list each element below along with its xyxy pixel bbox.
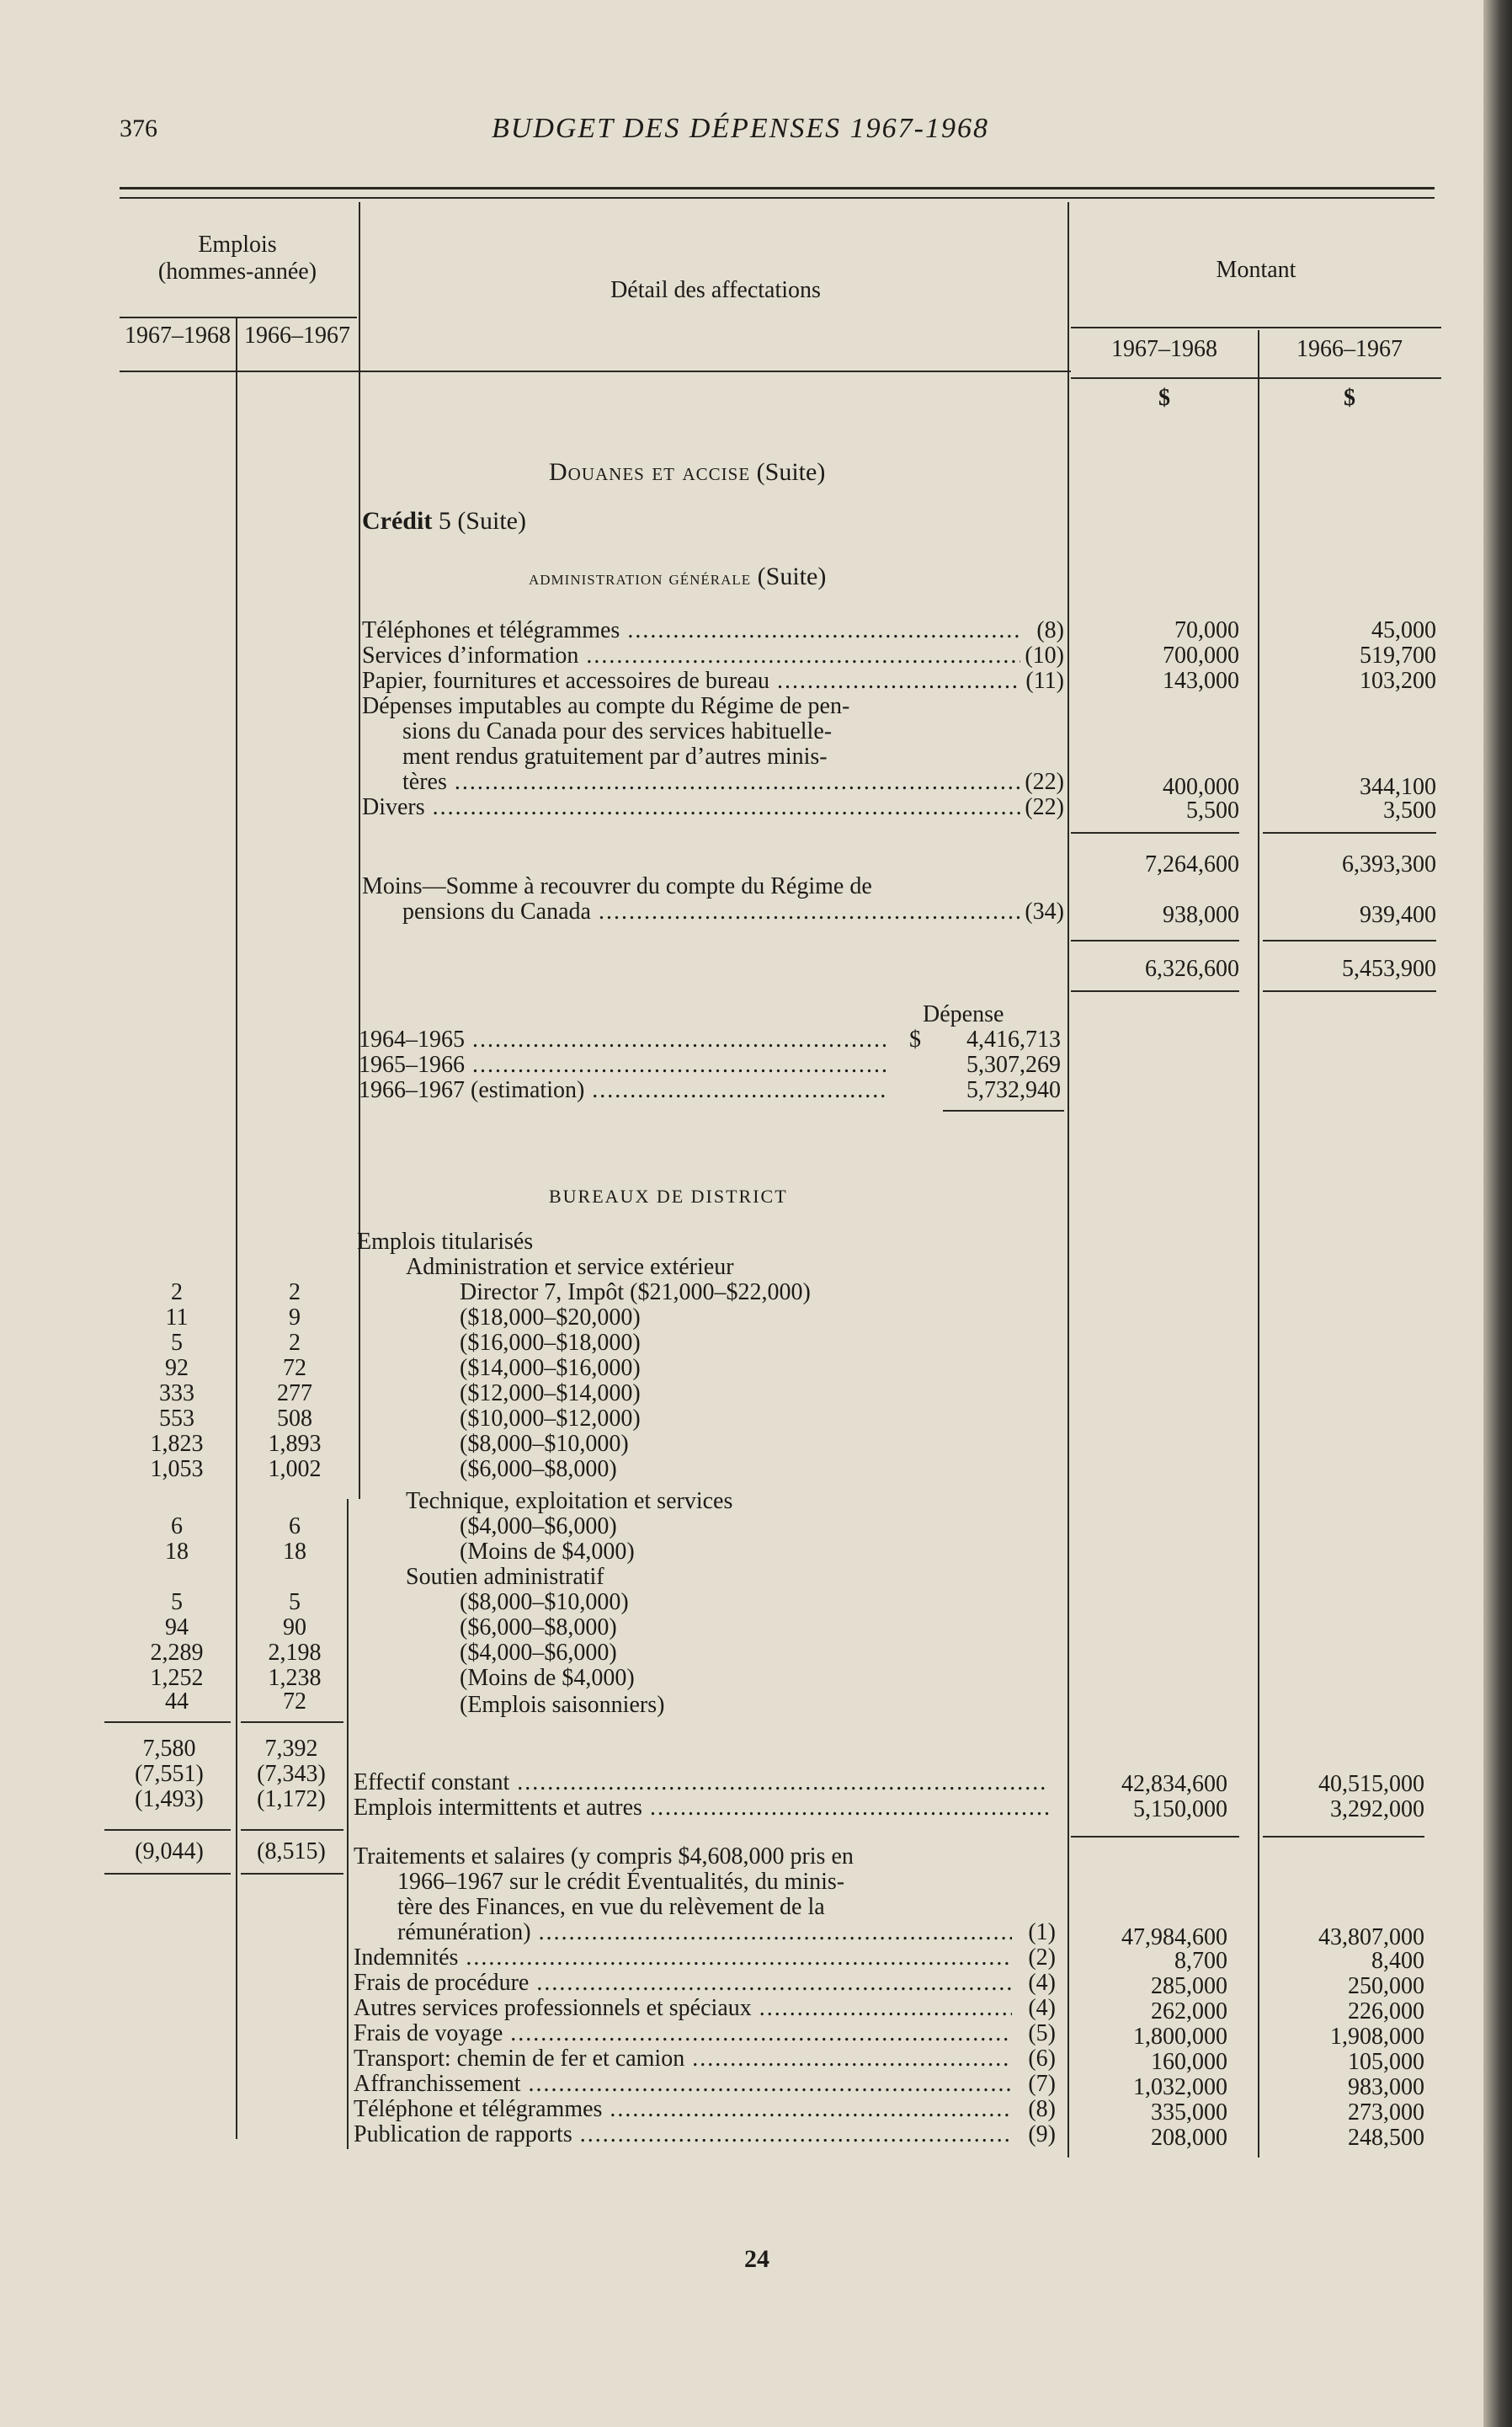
- footer-page-number: 24: [744, 2245, 769, 2273]
- heading-bottom-rule-left: [120, 371, 1071, 372]
- other-item-amount-b: 1,908,000: [1330, 2024, 1424, 2050]
- admin-item-label: sions du Canada pour des services habituelle-: [402, 718, 833, 744]
- net-bottom-rule-a: [1071, 990, 1239, 992]
- other-item-label: Téléphone et télégrammes .....: [354, 2097, 1012, 2122]
- traitements-ref: (1): [1028, 1919, 1056, 1945]
- emplois-row-count-a: 92: [165, 1355, 189, 1381]
- book-spine-shadow: [1483, 0, 1512, 2427]
- page-title: BUDGET DES DÉPENSES 1967-1968: [492, 113, 989, 144]
- net-total-a: 6,326,600: [1145, 956, 1239, 982]
- admin-item-ref: (8): [1036, 617, 1064, 643]
- traitements-rule-b: [241, 1829, 343, 1831]
- admin-item-ref: (22): [1025, 769, 1064, 795]
- depense-year: 1966–1967 (estimation) .....: [359, 1078, 887, 1103]
- admin-item-amount-a: 5,500: [1186, 797, 1239, 824]
- admin-item-label: Divers .....: [362, 795, 1020, 820]
- effectif-emplois-b: (7,343): [257, 1761, 326, 1787]
- emplois-year-1967: 1967–1968: [125, 323, 231, 349]
- vrule-detail-left-upper: [359, 202, 360, 1499]
- emplois-row-count-b: 1,238: [268, 1665, 322, 1691]
- emplois-total-rule-b: [241, 1721, 343, 1723]
- other-item-ref: (7): [1028, 2071, 1056, 2097]
- traitements-line4: rémunération) .....: [397, 1920, 1012, 1945]
- emplois-row-label: ($16,000–$18,000): [460, 1330, 641, 1356]
- traitements-amount-rule-a: [1071, 1836, 1239, 1838]
- moins-label-line2: pensions du Canada .....: [402, 899, 1020, 925]
- subtotal-rule-a: [1071, 832, 1239, 834]
- depense-year: 1965–1966 .....: [359, 1053, 887, 1078]
- emplois-row-label: (Moins de $4,000): [460, 1539, 635, 1565]
- emplois-row-count-a: 44: [165, 1688, 189, 1715]
- other-item-amount-a: 160,000: [1151, 2049, 1227, 2075]
- emplois-row-label: ($10,000–$12,000): [460, 1406, 641, 1432]
- other-item-amount-a: 285,000: [1151, 1973, 1227, 1999]
- other-item-amount-b: 983,000: [1348, 2074, 1424, 2100]
- emplois-row-label: ($4,000–$6,000): [460, 1640, 617, 1666]
- depense-currency: $: [909, 1027, 921, 1053]
- other-item-amount-a: 335,000: [1151, 2099, 1227, 2126]
- montant-heading-rule: [1071, 327, 1441, 328]
- effectif-amount-b: 40,515,000: [1318, 1771, 1424, 1797]
- emplois-group-label: Technique, exploitation et services: [406, 1488, 733, 1514]
- credit-heading: Crédit 5 (Suite): [362, 507, 526, 535]
- depense-heading: Dépense: [923, 1001, 1004, 1027]
- effectif-label: Effectif constant .....: [354, 1770, 1049, 1795]
- admin-item-label: Téléphones et télégrammes .....: [362, 618, 1020, 643]
- other-item-amount-b: 105,000: [1348, 2049, 1424, 2075]
- emplois-year-1966: 1966–1967: [244, 323, 350, 349]
- emplois-row-count-a: 11: [165, 1304, 189, 1331]
- emplois-total-rule-a: [104, 1721, 231, 1723]
- moins-label-line1: Moins—Somme à recouvrer du compte du Régime de: [362, 873, 872, 899]
- heading-bottom-rule-right: [1071, 377, 1441, 379]
- intermittents-amount-b: 3,292,000: [1330, 1796, 1424, 1822]
- emplois-row-count-a: 333: [159, 1380, 194, 1406]
- other-item-amount-a: 8,700: [1174, 1948, 1227, 1974]
- depense-amount: 5,732,940: [966, 1077, 1061, 1103]
- net-rule-b: [1263, 940, 1436, 941]
- section-douanes: Douanes et accise (Suite): [549, 458, 826, 486]
- admin-item-amount-b: 344,100: [1360, 774, 1436, 800]
- other-item-ref: (6): [1028, 2046, 1056, 2072]
- traitements-amount-rule-b: [1263, 1836, 1424, 1838]
- emplois-row-label: ($6,000–$8,000): [460, 1456, 617, 1482]
- other-item-ref: (4): [1028, 1970, 1056, 1996]
- emplois-row-count-a: 5: [171, 1330, 183, 1356]
- emplois-row-label: ($14,000–$16,000): [460, 1355, 641, 1381]
- emplois-row-count-b: 18: [283, 1539, 306, 1565]
- emplois-row-count-a: 2,289: [150, 1640, 204, 1666]
- other-item-label: Autres services professionnels et spéciaux .....: [354, 1996, 1012, 2021]
- montant-year-1967: 1967–1968: [1111, 336, 1217, 362]
- other-item-label: Frais de procédure .....: [354, 1971, 1012, 1996]
- emplois-row-count-b: 1,893: [268, 1431, 322, 1457]
- emplois-group-label: Soutien administratif: [406, 1564, 604, 1590]
- emplois-row-count-b: 2: [289, 1279, 301, 1305]
- emplois-row-label: ($12,000–$14,000): [460, 1380, 641, 1406]
- moins-ref: (34): [1025, 899, 1064, 925]
- emplois-row-count-a: 18: [165, 1539, 189, 1565]
- emplois-row-count-a: 1,823: [150, 1431, 204, 1457]
- subtotal-amount-a: 7,264,600: [1145, 851, 1239, 877]
- admin-item-amount-a: 400,000: [1163, 774, 1239, 800]
- admin-item-amount-b: 3,500: [1383, 797, 1436, 824]
- emplois-row-count-b: 5: [289, 1589, 301, 1615]
- other-item-amount-b: 248,500: [1348, 2125, 1424, 2151]
- vrule-emplois-mid: [236, 318, 237, 2139]
- other-item-ref: (2): [1028, 1944, 1056, 1971]
- admin-item-amount-b: 103,200: [1360, 668, 1436, 694]
- net-bottom-rule-b: [1263, 990, 1436, 992]
- vrule-detail-left-lower: [347, 1499, 349, 2149]
- other-item-amount-b: 273,000: [1348, 2099, 1424, 2126]
- emplois-row-label: (Moins de $4,000): [460, 1665, 635, 1691]
- other-item-ref: (4): [1028, 1995, 1056, 2021]
- depense-amount: 4,416,713: [966, 1027, 1061, 1053]
- other-item-amount-a: 262,000: [1151, 1998, 1227, 2024]
- traitements-bottom-rule-a: [104, 1873, 231, 1875]
- emplois-row-label: (Emplois saisonniers): [460, 1692, 665, 1718]
- page-number: 376: [120, 115, 157, 142]
- moins-amount-a: 938,000: [1163, 902, 1239, 928]
- emplois-row-label: ($8,000–$10,000): [460, 1431, 629, 1457]
- emplois-heading-rule: [120, 317, 357, 318]
- traitements-line1: Traitements et salaires (y compris $4,608,000 pris en: [354, 1843, 854, 1870]
- admin-item-amount-b: 519,700: [1360, 643, 1436, 669]
- moins-amount-b: 939,400: [1360, 902, 1436, 928]
- emplois-row-label: ($18,000–$20,000): [460, 1304, 641, 1331]
- other-item-label: Frais de voyage .....: [354, 2021, 1012, 2046]
- subtotal-amount-b: 6,393,300: [1342, 851, 1436, 877]
- vrule-montant-left: [1067, 202, 1069, 2158]
- admin-item-label: ment rendus gratuitement par d’autres minis-: [402, 744, 828, 770]
- currency-b: $: [1344, 385, 1355, 411]
- other-item-label: Transport: chemin de fer et camion .....: [354, 2046, 1012, 2072]
- col-emplois-heading: Emplois: [198, 232, 277, 258]
- emplois-row-count-b: 508: [277, 1406, 312, 1432]
- emplois-row-count-b: 72: [283, 1355, 306, 1381]
- other-item-label: Indemnités .....: [354, 1945, 1012, 1971]
- traitements-amount-b: 43,807,000: [1318, 1924, 1424, 1950]
- col-montant-heading: Montant: [1216, 257, 1296, 283]
- net-rule-a: [1071, 940, 1239, 941]
- depense-amount: 5,307,269: [966, 1052, 1061, 1078]
- emplois-row-count-a: 1,252: [150, 1665, 204, 1691]
- other-item-amount-a: 1,032,000: [1133, 2074, 1227, 2100]
- net-total-b: 5,453,900: [1342, 956, 1436, 982]
- effectif-amount-a: 42,834,600: [1121, 1771, 1227, 1797]
- admin-item-amount-a: 143,000: [1163, 668, 1239, 694]
- emplois-row-count-a: 553: [159, 1406, 194, 1432]
- emplois-row-count-b: 2: [289, 1330, 301, 1356]
- emplois-row-count-a: 94: [165, 1614, 189, 1640]
- emplois-row-count-b: 9: [289, 1304, 301, 1331]
- effectif-total-b: 7,392: [264, 1736, 318, 1762]
- emplois-row-count-b: 277: [277, 1380, 312, 1406]
- section-admin: administration générale (Suite): [529, 563, 827, 590]
- admin-item-amount-b: 45,000: [1371, 617, 1436, 643]
- intermittents-emplois-a: (1,493): [135, 1786, 204, 1812]
- emplois-group-label: Emplois titularisés: [357, 1229, 534, 1255]
- other-item-amount-a: 208,000: [1151, 2125, 1227, 2151]
- intermittents-emplois-b: (1,172): [257, 1786, 326, 1812]
- header-rule-top: [120, 187, 1435, 189]
- other-item-ref: (5): [1028, 2020, 1056, 2046]
- col-emplois-subheading: (hommes-année): [157, 259, 317, 285]
- other-item-ref: (8): [1028, 2096, 1056, 2122]
- admin-item-amount-a: 700,000: [1163, 643, 1239, 669]
- admin-item-ref: (22): [1025, 794, 1064, 820]
- depense-rule: [943, 1110, 1064, 1112]
- depense-year: 1964–1965 .....: [359, 1027, 887, 1053]
- other-item-ref: (9): [1028, 2121, 1056, 2147]
- other-item-amount-b: 226,000: [1348, 1998, 1424, 2024]
- admin-item-ref: (10): [1025, 643, 1064, 669]
- intermittents-label: Emplois intermittents et autres .....: [354, 1795, 1049, 1821]
- emplois-row-count-a: 1,053: [150, 1456, 204, 1482]
- emplois-row-count-b: 2,198: [268, 1640, 322, 1666]
- emplois-group-label: Administration et service extérieur: [406, 1254, 734, 1280]
- emplois-row-count-b: 6: [289, 1513, 301, 1539]
- other-item-amount-a: 1,800,000: [1133, 2024, 1227, 2050]
- subtotal-rule-b: [1263, 832, 1436, 834]
- admin-item-label: Dépenses imputables au compte du Régime de pen-: [362, 693, 850, 719]
- traitements-line2: 1966–1967 sur le crédit Éventualités, du minis-: [397, 1869, 845, 1895]
- emplois-row-count-a: 6: [171, 1513, 183, 1539]
- admin-item-label: Services d’information .....: [362, 643, 1020, 669]
- effectif-emplois-a: (7,551): [135, 1761, 204, 1787]
- effectif-total-a: 7,580: [142, 1736, 196, 1762]
- traitements-emplois-a: (9,044): [135, 1838, 204, 1864]
- other-item-label: Affranchissement .....: [354, 2072, 1012, 2097]
- admin-item-label: Papier, fournitures et accessoires de bureau .....: [362, 669, 1020, 694]
- emplois-row-count-a: 2: [171, 1279, 183, 1305]
- section-bureaux: BUREAUX DE DISTRICT: [549, 1186, 788, 1207]
- emplois-row-count-b: 72: [283, 1688, 306, 1715]
- admin-item-ref: (11): [1025, 668, 1064, 694]
- montant-year-1966: 1966–1967: [1296, 336, 1403, 362]
- emplois-row-label: Director 7, Impôt ($21,000–$22,000): [460, 1279, 811, 1305]
- col-detail-heading: Détail des affectations: [610, 277, 821, 303]
- admin-item-label: tères .....: [402, 770, 1020, 795]
- traitements-bottom-rule-b: [241, 1873, 343, 1875]
- emplois-row-count-a: 5: [171, 1589, 183, 1615]
- admin-item-amount-a: 70,000: [1174, 617, 1239, 643]
- traitements-emplois-b: (8,515): [257, 1838, 326, 1864]
- other-item-label: Publication de rapports .....: [354, 2122, 1012, 2147]
- emplois-row-label: ($8,000–$10,000): [460, 1589, 629, 1615]
- traitements-line3: tère des Finances, en vue du relèvement de la: [397, 1894, 825, 1920]
- traitements-rule-a: [104, 1829, 231, 1831]
- emplois-row-count-b: 90: [283, 1614, 306, 1640]
- intermittents-amount-a: 5,150,000: [1133, 1796, 1227, 1822]
- other-item-amount-b: 250,000: [1348, 1973, 1424, 1999]
- vrule-montant-mid: [1258, 330, 1259, 2158]
- header-rule-bottom: [120, 197, 1435, 199]
- traitements-amount-a: 47,984,600: [1121, 1924, 1227, 1950]
- other-item-amount-b: 8,400: [1371, 1948, 1424, 1974]
- emplois-row-count-b: 1,002: [268, 1456, 322, 1482]
- currency-a: $: [1158, 385, 1170, 411]
- emplois-row-label: ($6,000–$8,000): [460, 1614, 617, 1640]
- emplois-row-label: ($4,000–$6,000): [460, 1513, 617, 1539]
